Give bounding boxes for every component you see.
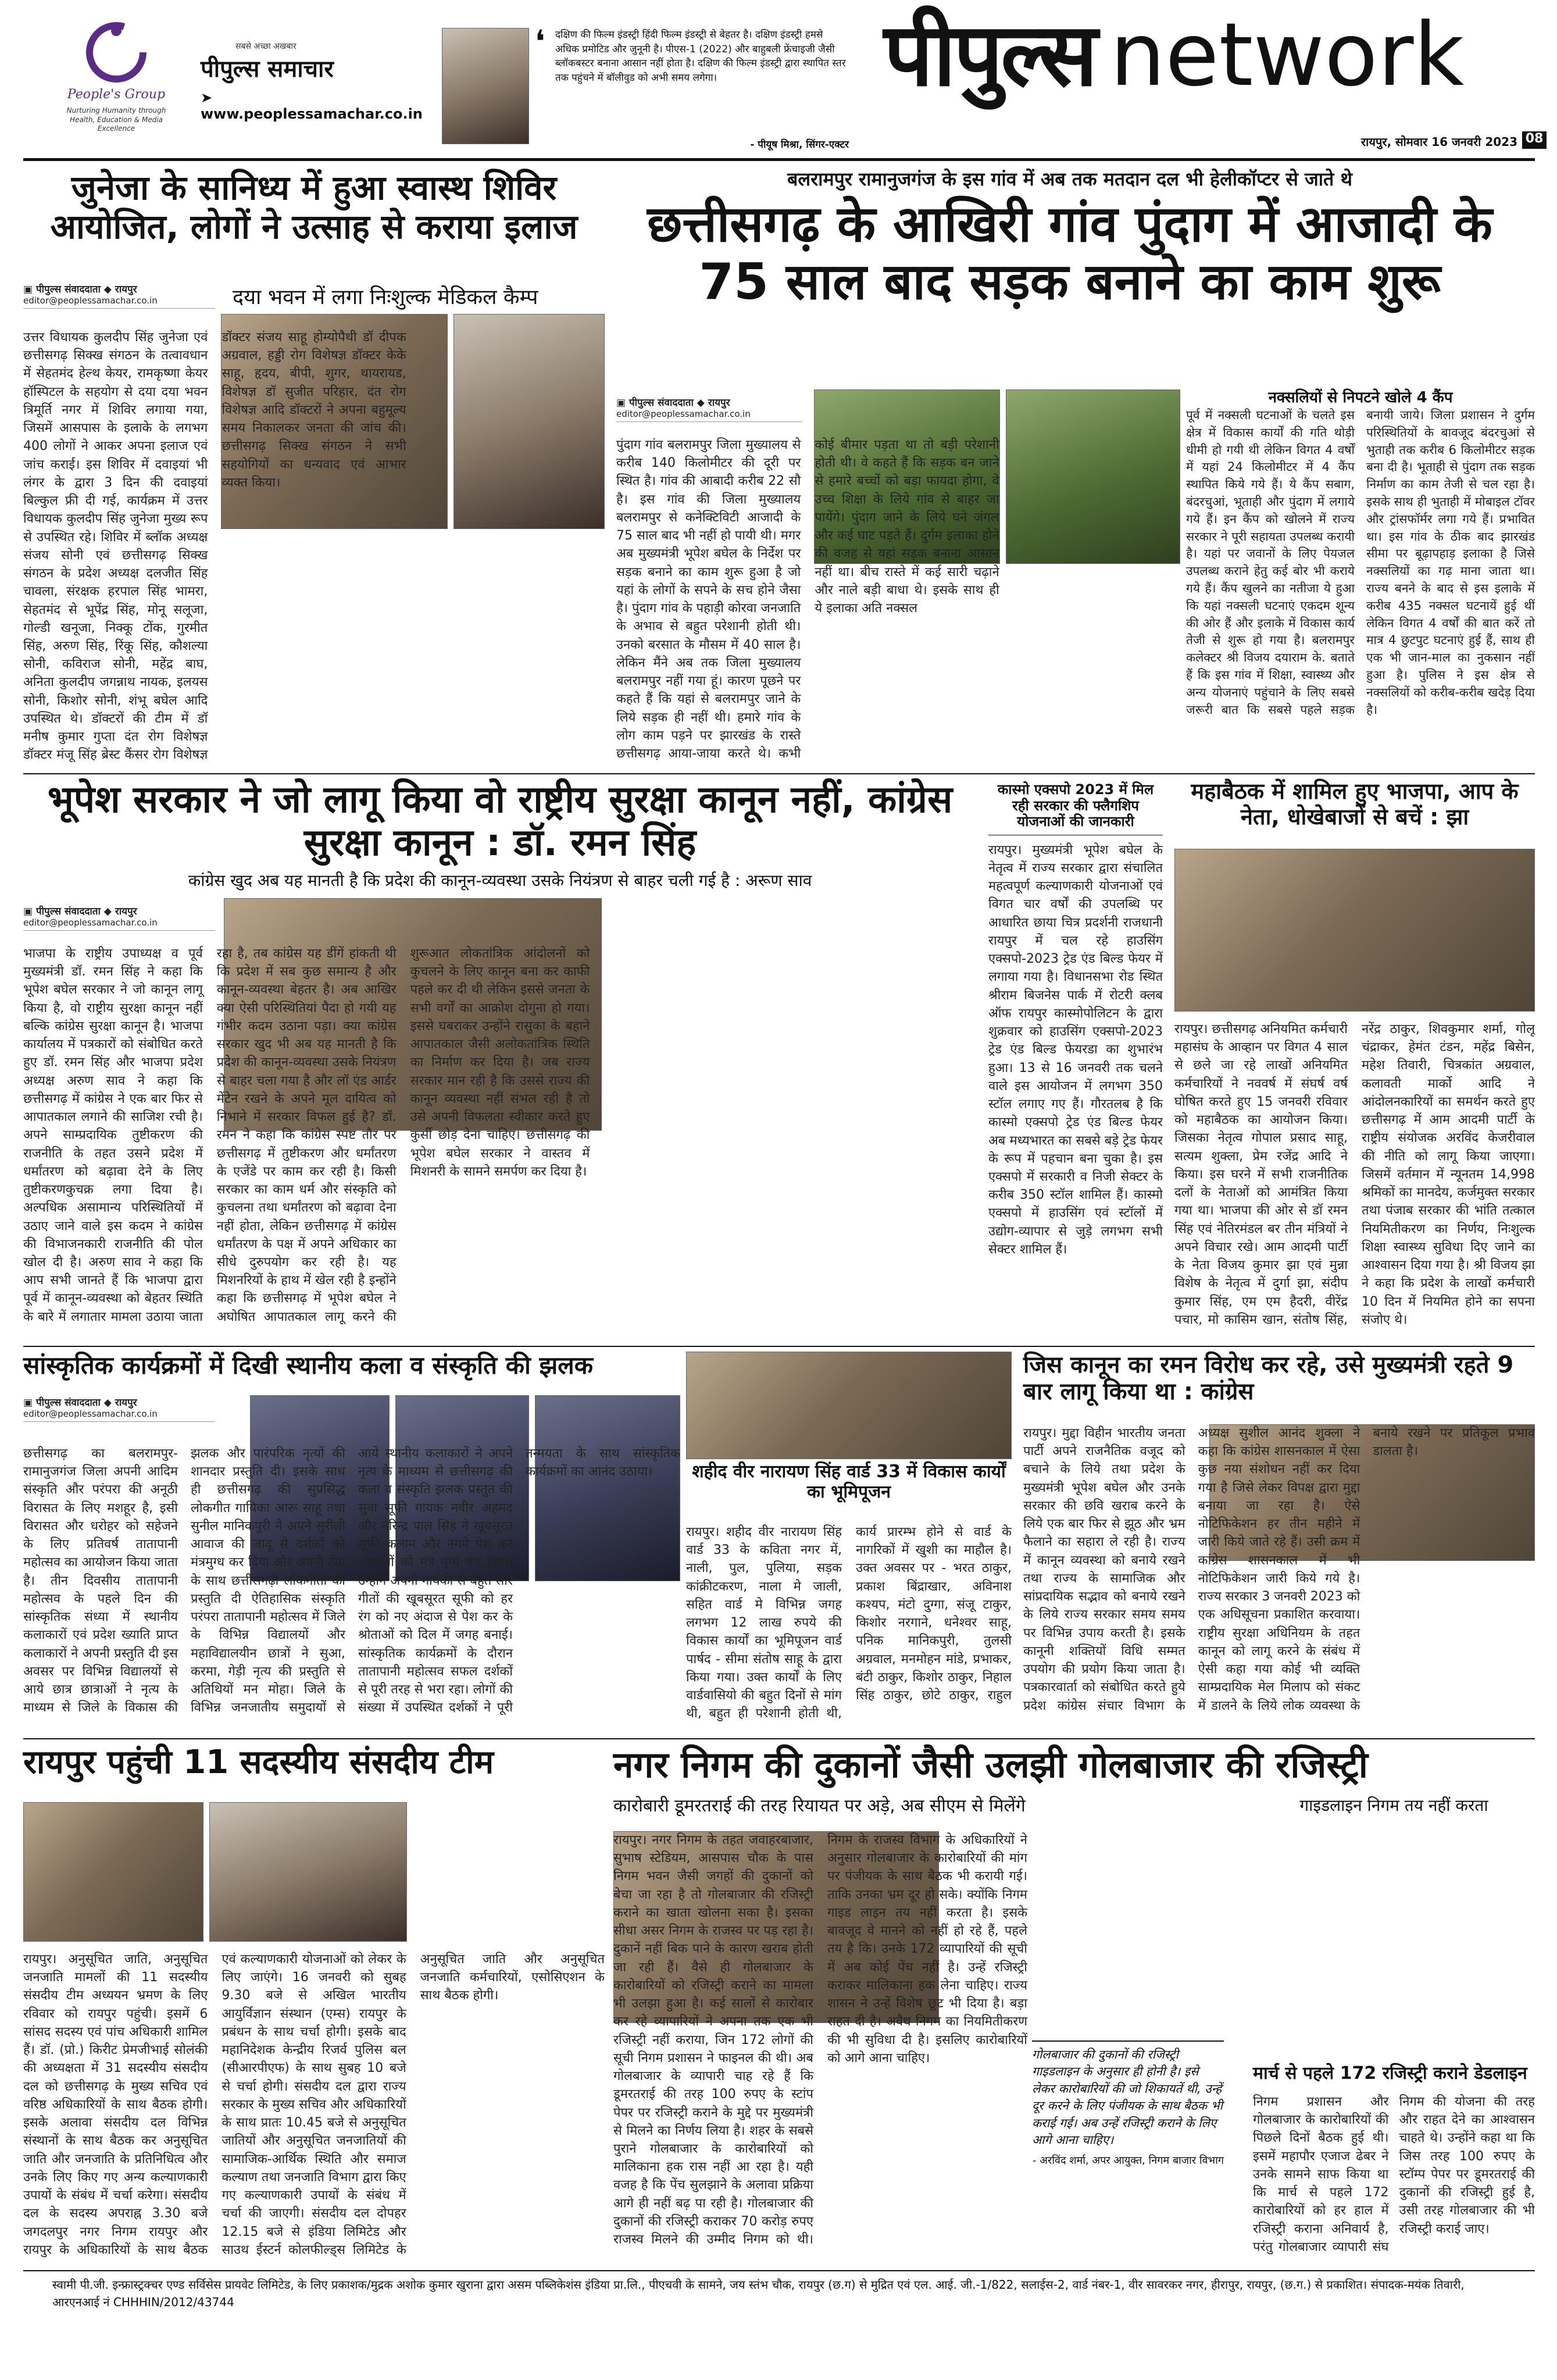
parliament-photo-2 (209, 1802, 407, 1942)
website[interactable] (201, 90, 427, 122)
pundag-byline: पीपुल्स संवाददाता (628, 397, 694, 409)
dateline: रायपुर, सोमवार 16 जनवरी 2023 (1360, 135, 1517, 149)
juneja-byline: पीपुल्स संवाददाता (35, 284, 101, 295)
pundag-email[interactable]: editor@peoplessamachar.co.in (616, 409, 802, 422)
quote-author-photo (442, 28, 529, 144)
group-name: People's Group (67, 87, 166, 102)
story-golbazar (613, 1744, 1535, 2267)
story-shahid (686, 1352, 1012, 1735)
golbazar-pull-quote: गोलबाजार की दुकानों की रजिस्ट्री गाइडलाइन के अनुसार ही होनी है। इसे लेकर कारोबारियों की जो शिकायतें थी, उन्हें दूर करने के लिए पंजीयक के साथ बैठक भी कराई गई। अब उन्हें रजिस्ट्री कराने के लिए आगे आना चाहिए। (1032, 2047, 1223, 2147)
pundag-sidebar-heading: नक्सलियों से निपटने खोले 4 कैंप (1268, 389, 1453, 406)
culture-headline: सांस्कृतिक कार्यक्रमों में दिखी स्थानीय कला व संस्कृति की झलक (23, 1351, 593, 1380)
story-raman (23, 779, 977, 1349)
mahabaithak-photo (1174, 849, 1535, 1012)
newspaper-icon: ▣ (23, 284, 36, 295)
golbazar-pull-quote-author: - अरविंद शर्मा, अपर आयुक्त, निगम बाजार विभाग (1032, 2154, 1224, 2167)
story-culture (23, 1352, 680, 1735)
quote-author: - पीयूष मिश्रा, सिंगर-एक्टर (750, 139, 849, 151)
juneja-body: उत्तर विधायक कुलदीप सिंह जुनेजा एवं छत्तीसगढ़ सिक्ख संगठन के तत्वावधान में सेहतमंद हेल्थ केयर, रामकृष्णा केयर हॉस्पिटल के सहयोग से दया दया भवन त्रिमूर्ति नगर में शिविर लगाया गया, जिसमें आसपास के इलाके के लगभग 400 लोगों ने आकर अपना इलाज एवं जांच कराई। इस शिविर में दवाइयां भी लंगर के द्वारा 3 दिन की दवाइयां बिल्कुल फ्री दी गई, कार्यक्रम में उत्तर विधायक कुलदीप सिंह जुनेजा मुख्य रूप से उपस्थित रहे। शिविर में ब्लॉक अध्यक्ष संजय सोनी एवं छत्तीसगढ़ सिक्ख संगठन के प्रदेश अध्यक्ष दलजीत सिंह चावला, संरक्षक हरपाल सिंह भामरा, सेहतमंद से भूपेंद्र सिंह, मोनू सलूजा, गोल्डी खनूजा, निक्कू टोंक, गुरमीत सिंह, अरुण सिंह, रिंकू सिंह, कौशल्या सोनी, कविराज सोनी, महेंद्र बाघ, अनिता कुलदीप जगन्नाथ नायक, इलयस सोनी, किशोर सोनी, शंभू बघेल आदि उपस्थित थे। डॉक्टरों की टीम में डॉ मनीष कुमार गुप्ता दंत रोग विशेषज्ञ डॉक्टर मंजू सिंह ब्रेस्ट कैंसर रोग विशेषज्ञ डॉक्टर संजय साहू होम्योपैथी डॉ दीपक अग्रवाल, हड्डी रोग विशेषज्ञ डॉक्टर केके साहू, हृदय, बीपी, शुगर, थायरायड, विशेषज्ञ डॉ सुजीत परिहार, दंत रोग विशेषज्ञ आदि डॉक्टरों ने अपना बहुमूल्य समय निकालकर जनता की जांच की। छत्तीसगढ़ सिक्ख संगठन ने सभी सहयोगियों का धन्यवाद एवं आभार व्यक्त किया। (23, 330, 406, 763)
story-pundag (605, 169, 1535, 779)
newspaper-icon: ▣ (616, 397, 629, 409)
juneja-dateline: ▣ पीपुल्स संवाददाता ◆ रायपुर editor@peoplessamachar.co.in (23, 282, 215, 309)
golbazar-body: रायपुर। नगर निगम के तहत जवाहरबाजार, सुभाष स्टेडियम, आसपास चौक के पास निगम भवन जैसी जगहों की दुकानों को बेचा जा रहा है तो गोलबाजार की रजिस्ट्री कराने का खाता खोलना सका है। इसका सीधा असर निगम के राजस्व पर पड़ रहा है। दुकानें नहीं बिक पाने के कारण खराब होती जा रही हैं। वैसे ही गोलबाजार के कारोबारियों को रजिस्ट्री कराने का मामला भी उलझा हुआ है। कई सालों से कारोबार कर रहे व्यापारियों ने अपना तक एक भी रजिस्ट्री नहीं कराया, जिन 172 लोगों की सूची निगम प्रशासन ने फाइनल की थी। अब गोलबाजार के व्यापारी चाह रहे हैं कि डूमरतराई की तरह 100 रुपए के स्टांप पेपर पर रजिस्ट्री कराने के मुद्दे पर मुख्यमंत्री से मिलने का निर्णय लिया है। शहर के सबसे पुराने गोलबाजार के कारोबारियों को मालिकाना हक रास नहीं आ रहा है। यही वजह है कि पेंच सुलझाने के अलावा प्रक्रिया आगे ही नहीं बढ़ पा रही है। गोलबाजार की दुकानों की रजिस्ट्री कराकर 70 करोड़ रुपए राजस्व मिलने की उम्मीद निगम को थी। निगम के राजस्व विभाग के अधिकारियों ने अनुसार गोलबाजार के कारोबारियों की मांग पर पंजीयक के साथ बैठक भी करायी गई। ताकि उनका भ्रम दूर हो सके। क्योंकि निगम गाइड लाइन तय नहीं करता है। इसके बावजूद वे मानने को नहीं हो रहे हैं, पहले तय है कि। उनके 172 व्यापारियों की सूची में अब कोई पेंच नहीं है। उन्हें रजिस्ट्री कराकर मालिकाना हक लेना चाहिए। राज्य शासन ने उन्हें विशेष छूट भी दिया है। बड़ा राहत दी है। अवैध निगम का नियमितीकरण की भी सुविधा दी है। इसलिए कारोबारियों को आगे आना चाहिए। (613, 1833, 1027, 2247)
quote-box (442, 23, 849, 151)
raman-byline: पीपुल्स संवाददाता (35, 906, 101, 917)
pundag-body: पुंदाग गांव बलरामपुर जिला मुख्यालय से करीब 140 किलोमीटर की दूरी पर स्थित है। गांव की आबादी करीब 22 सौ है। इस गांव की जिला मुख्यालय बलरामपुर से कनेक्टिविटी आजादी के 75 साल बाद भी नहीं हो पायी थी। मगर अब मुख्यमंत्री भूपेश बघेल के निर्देश पर सड़क बनाने का काम शुरू हुआ है जो यहां के लोगों के सपने के सच होने जैसा है। पुंदाग गांव के पहाड़ी कोरवा जनजाति के अभाव से बहुत परेशानी होती थी। उनको बरसात के मौसम में 40 साल है। लेकिन मैंने अब तक जिला मुख्यालय बलरामपुर नहीं गया हूं। कारण पूछने पर कहते हैं कि यहां से बलरामपुर जाने के लिये सड़क ही नहीं थी। हमारे गांव के लोग काम पड़ने पर झारखंड के रास्ते छत्तीसगढ़ आया-जाया करते थे। कभी कोई बीमार पड़ता था तो बड़ी परेशानी होती थी। वे कहते हैं कि सड़क बन जाने से हमारे बच्चों को बड़ा फायदा होगा, वे उच्च शिक्षा के लिये गांव से बाहर जा पायेंगे। पुंदाग जाने के लिये घने जंगल और कई घाट पड़ते हैं। दुर्गम इलाका होने की वजह से यहां सड़क बनाना आसान नहीं था। बीच रास्ते में कई सारी चढ़ाने और नाले बड़ी बाधा थे। इसके साथ ही ये इलाका अति नक्सल (616, 438, 999, 761)
divider-1 (23, 773, 1535, 774)
section-title-hi: पीपुल्स (884, 5, 1096, 106)
website-text[interactable]: www.peoplessamachar.co.in (201, 106, 423, 122)
newspaper-icon: ▣ (23, 906, 36, 917)
quote-text: दक्षिण की फिल्म इंडस्ट्री हिंदी फिल्म इंडस्ट्री से बेहतर है। दक्षिण इंडस्ट्री हमसे अधिक प्रमोटिड और जुनूनी है। पीएस-1 (2022) और बाहुबली फ्रेंचाइजी जैसी ब्लॉकबस्टर बनाना आसान नहीं होता है। दक्षिण की फिल्म इंडस्ट्री द्वारा स्थापित स्तर तक पहुंचने में बॉलीवुड को अभी समय लगेगा। (555, 29, 846, 84)
golbazar-side (1253, 1796, 1535, 2267)
raman-subhead: कांग्रेस खुद अब यह मानती है कि प्रदेश की कानून-व्यवस्था उसके नियंत्रण से बाहर चली गई है : अरूण साव (188, 871, 812, 891)
mahabaithak-body: रायपुर। छत्तीसगढ़ अनियमित कर्मचारी महासंघ के आव्हान पर विगत 4 साल से छले जा रहे लाखों अनियमित कर्मचारियों ने नववर्ष में संघर्ष वर्ष घोषित करते हुए 15 जनवरी रविवार को महाबैठक का आयोजन किया। जिसका नेतृत्व गोपाल प्रसाद साहू, सत्यम शुक्ला, प्रेम रजेंद्र आदि ने किया। इस घरने में सभी राजनीतिक दलों के नेताओं को आमंत्रित किया गया था। भाजपा की ओर से डॉ रमन सिंह एवं नेतिरमंडल बर तीन मंत्रियों ने अपने विचार रखे। आम आदमी पार्टी के नेता विजय कुमार झा एवं मुन्ना विशेष के नेतृत्व में दुर्गा झा, संदीप कुमार सिंह, एम एम हैदरी, वीरेंद्र पचार, मो कासिम खान, संतोष सिंह, नरेंद्र ठाकुर, शिवकुमार शर्मा, गोलू चंद्राकर, हेमंत टंडन, महेंद्र बिसेन, महेश तिवारी, चित्रकांत अग्रवाल, कलावती मार्को आदि ने आंदोलनकारियों का समर्थन करते हुए छत्तीसगढ़ में आम आदमी पार्टी के राष्ट्रीय संयोजक अरविंद केजरीवाल की नीति को लागू किया जाएगा। जिसमें वर्तमान में न्यूनतम 14,998 श्रमिकों का मानदेय, कर्जमुक्त सरकार तथा पंजाब सरकार की भांति तत्काल नियमितीकरण का निर्णय, निःशुल्क शिक्षा स्वास्थ्य सुविधा दिए जाने का आश्वासन दिया गया है। श्री विजय झा ने कहा कि प्रदेश के लाखों कर्मचारी 10 दिन में नियमित होने का सपना संजोए थे। (1174, 1022, 1535, 1327)
pundag-city: रायपुर (708, 397, 730, 409)
pundag-dateline: ▣ पीपुल्स संवाददाता ◆ रायपुर editor@peoplessamachar.co.in (616, 395, 802, 422)
expo-body: रायपुर। मुख्यमंत्री भूपेश बघेल के नेतृत्व में राज्य सरकार द्वारा संचालित महत्वपूर्ण कल्याणकारी योजनाओं एवं विगत चार वर्षों की उपलब्धि पर आधारित छाया चित्र प्रदर्शनी राजधानी रायपुर में चल रहे हाउसिंग एक्सपो-2023 ट्रेड एंड बिल्ड फेयर में लगाया गया है। विधानसभा रोड स्थित श्रीराम बिजनेस पार्क में रोटरी क्लब ऑफ रायपुर कास्मोपोलिटन के द्वारा शुक्रवार को हाउसिंग एक्सपो-2023 ट्रेड एंड बिल्ड फेयरडा का शुभारंभ हुआ। 13 से 16 जनवरी तक चलने वाले इस आयोजन में लगभग 350 स्टॉल लगाए गए हैं। गौरतलब है कि कास्मो एक्सपो ट्रेड एंड बिल्ड फेयर अब मध्यभारत का सबसे बड़े ट्रेड फेयर के रूप में पहचान बना चुका है। इस एक्सपो में सरकारी व निजी सेक्टर के करीब 350 स्टॉल शामिल हैं। कास्मो एक्सपो में हाउसिंग एवं स्टॉलों में उद्योग-व्यापार से जुड़े लगभग सभी सेक्टर शामिल हैं। (988, 842, 1163, 1257)
raman-law-headline: जिस कानून का रमन विरोध कर रहे, उसे मुख्यमंत्री रहते 9 बार लागू किया था : कांग्रेस (1023, 1352, 1514, 1405)
globe-icon: ➤ (201, 90, 213, 106)
golbazar-deadline-body: निगम प्रशासन और गोलबाजार के कारोबारियों की पिछले दिनों बैठक हुई थी। इसमें महापौर एजाज ढेबर ने उनके सामने साफ किया था कि मार्च से पहले 172 कारोबारियों को हर हाल में रजिस्ट्री कराना अनिवार्य है, परंतु गोलबाजार व्यापारी संघ निगम की योजना की तरह और राहत देने का आश्वासन चाहते थे। उन्होंने कहा था कि जिस तरह 100 रुपए के स्टॉम्प पेपर पर डूमरतराई की दुकानों की रजिस्ट्री हुई है, उसी तरह गोलबाजार की भी रजिस्ट्री कराई जाए। (1253, 2095, 1535, 2254)
section-title-en: network (1110, 5, 1465, 106)
juneja-city: रायपुर (115, 284, 137, 295)
section-title (884, 5, 1541, 122)
paper-brand (201, 41, 427, 134)
divider-3 (23, 1738, 1535, 1739)
quote-mark-icon: ❛ (535, 23, 545, 60)
story-expo (988, 782, 1163, 1352)
golbazar-deadline-heading: मार्च से पहले 172 रजिस्ट्री कराने डेडलाइन (1253, 2063, 1527, 2084)
golbazar-headline: नगर निगम की दुकानों जैसी उलझी गोलबाजार की रजिस्ट्री (613, 1743, 1368, 1786)
masthead (0, 0, 1557, 163)
footer-rule (23, 2270, 1535, 2271)
group-tagline: Nurturing Humanity through Health, Education & Media Excellence (66, 106, 166, 133)
shahid-photo-heading: शहीद वीर नारायण सिंह वार्ड 33 में विकास कार्यों का भूमिपूजन (692, 1461, 1006, 1502)
raman-city: रायपुर (115, 906, 137, 917)
paper-name: पीपुल्स समाचार (201, 56, 334, 83)
golbazar-subhead: कारोबारी डूमरतराई की तरह रियायत पर अड़े, अब सीएम से मिलेंगे (613, 1796, 1026, 1816)
culture-dateline: ▣ पीपुल्स संवाददाता ◆ रायपुर editor@peoplessamachar.co.in (23, 1395, 215, 1422)
pundag-kicker: बलरामपुर रामानुजगंज के इस गांव में अब तक मतदान दल भी हेलीकॉप्टर से जाते थे (787, 168, 1352, 190)
footer-imprint: स्वामी पी.जी. इन्फ्रास्ट्रक्चर एण्ड सर्विसेस प्रायवेट लिमिटेड, के लिए प्रकाशक/मुद्रक अशोक कुमार खुराना द्वारा असम पब्लिकेशंस इंडिया प्रा.लि., पीएचवी के सामने, जय स्तंभ चौक, रायपुर (छ.ग) से मुद्रित एवं एल. आई. जी.-1/822, सलाईस-2, वार्ड नंबर-1, वीर सावरकर नगर, हीरापुर, रायपुर, (छ.ग.) से प्रकाशित। संपादक-मयंक तिवारी, आरएनआई नं CHHHIN/2012/43744 (52, 2278, 1465, 2309)
parliament-photo-1 (23, 1802, 203, 1942)
expo-headline: कास्मो एक्सपो 2023 में मिल रही सरकार की फ्लैगशिप योजनाओं की जानकारी (988, 782, 1163, 835)
pundag-sidebar (1186, 389, 1535, 773)
shahid-body: रायपुर। शहीद वीर नारायण सिंह वार्ड 33 के कविता नगर में, नाली, पुल, पुलिया, सड़क कांक्रीटकरण, नाला मे जाली, सहित वार्ड मे विभिन्न जगह लगभग 12 लाख रुपये की विकास कार्यों का भूमिपूजन वार्ड पार्षद - सीमा संतोष साहू के द्वारा किया गया। उक्त कार्यों के लिए वार्डवासियो की बहुत दिनों से मांग थी, बहुत ही परेशानी होती थी, कार्य प्रारम्भ होने से वार्ड के नागरिकों में खुशी का माहौल है। उक्त अवसर पर - भरत ठाकुर, प्रकाश बिंद्राखार, अविनाश कश्यप, मंटो दुग्गा, संजू टाकुर, किशोर नरगाने, धनेश्वर साहू, पनिक मानिकपुरी, तुलसी अग्रवाल, मनमोहन मांडे, प्रभाकर, बंटी ठाकुर, किशोर ठाकुर, निहाल सिंह ठाकुर, छोटे ठाकुर, राहुल (686, 1525, 1012, 1721)
divider-2 (23, 1346, 1535, 1347)
pundag-headline: छत्तीसगढ़ के आखिरी गांव पुंदाग में आजादी के 75 साल बाद सड़क बनाने का काम शुरू (647, 195, 1492, 311)
culture-city: रायपुर (115, 1397, 137, 1409)
parliament-headline: रायपुर पहुंची 11 सदस्यीय संसदीय टीम (23, 1743, 494, 1781)
golbazar-pull-quote-box (1032, 2040, 1224, 2215)
golbazar-side-heading: गाइडलाइन निगम तय नहीं करता (1299, 1796, 1488, 1815)
juneja-email[interactable]: editor@peoplessamachar.co.in (23, 295, 215, 309)
pundag-sidebar-body: पूर्व में नक्सली घटनाओं के चलते इस क्षेत्र में विकास कार्यों की गति थोड़ी धीमी हो गयी थी लेकिन विगत 4 वर्षों में यहां 24 किलोमीटर में 4 कैंप स्थापित किये गये हैं। ये कैंप सबाग, बंदरचुआं, भूताही और पुंदाग में लगाये गये हैं। इन कैंप को खोलने में राज्य सरकार ने पूरी सहायता उपलब्ध करायी है। यहां पर जवानों के लिए पेयजल उपलब्ध कराने हेतु कई बोर भी कराये गये हैं। कैंप खुलने का नतीजा ये हुआ कि यहां नक्सली घटनाएं एकदम शून्य की ओर हैं और इलाके में विकास कार्य तेजी से शुरू हो गया है। बलरामपुर कलेक्टर श्री विजय दयाराम के. बताते हैं कि इस गांव में शिक्षा, स्वास्थ्य और अन्य योजनाएं पहुंचाने के लिए सबसे जरूरी बात कि सबसे पहले सड़क बनायी जाये। जिला प्रशासन ने दुर्गम परिस्थितियों के बावजूद बंदरचुआं से भुताही तक करीब 6 किलोमीटर सड़क बना दी है। भूताही से पुंदाग तक सड़क निर्माण का काम तेजी से चल रहा है। इसके साथ ही भुताही में मोबाइल टॉवर और ट्रांसफॉर्मर लगा गये हैं। प्रभावित था। इस गांव के ठीक बाद झारखंड सीमा पर बूढ़ापहाड़ इलाका है जिसे नक्सलियों का गढ़ माना जाता था। राज्य बनने के बाद से इस इलाके में करीब 435 नक्सल घटनायें हुई थीं लेकिन विगत 4 वर्षों की बात करें तो मात्र 4 छुटपुट घटनाएं हुई हैं, साथ ही एक भी जान-माल का नुकसान नहीं हुआ है। पुलिस ने इस क्षेत्र से नक्सलियों को करीब-करीब खदेड़ दिया है। (1186, 408, 1535, 717)
group-logo (58, 20, 174, 142)
juneja-headline: जुनेजा के सानिध्य में हुआ स्वास्थ शिविर आयोजित, लोगों ने उत्साह से कराया इलाज (50, 168, 578, 246)
group-logo-icon (84, 20, 148, 84)
story-raman-law (1023, 1352, 1535, 1735)
story-mahabaithak (1174, 779, 1535, 1349)
story-parliament (23, 1744, 605, 2267)
paper-small-tag: सबसे अच्छा अखबार (235, 42, 297, 51)
raman-email[interactable]: editor@peoplessamachar.co.in (23, 917, 215, 931)
culture-byline: पीपुल्स संवाददाता (35, 1397, 101, 1409)
page-number: 08 (1522, 131, 1547, 149)
raman-headline: भूपेश सरकार ने जो लागू किया वो राष्ट्रीय सुरक्षा कानून नहीं, कांग्रेस सुरक्षा कानून : डॉ. रमन सिंह (47, 778, 953, 864)
story-juneja (23, 169, 605, 779)
masthead-rule (23, 158, 1535, 161)
shahid-photo (686, 1352, 1012, 1459)
raman-body: भाजपा के राष्ट्रीय उपाध्यक्ष व पूर्व मुख्यमंत्री डॉ. रमन सिंह ने कहा कि भूपेश बघेल सरकार ने जो कानून लागू किया है, वो राष्ट्रीय सुरक्षा कानून नहीं बल्कि कांग्रेस सुरक्षा कानून है। भाजपा कार्यालय में पत्रकारों को संबोधित करते हुए डॉ. रमन सिंह और भाजपा प्रदेश अध्यक्ष अरुण साव ने कहा कि छत्तीसगढ़ में कांग्रेस ने एक बार फिर से आपातकाल लगाने की साजिश रची है। अपने साम्प्रदायिक तुष्टीकरण की राजनीति के तहत उसने प्रदेश में धर्मांतरण को बढ़ावा देने के लिए तुष्टीकरणकुचक्र लगा दिया है। अल्पधिक असामान्य परिस्थितियों में उठाए जाने वाले इस कदम ने कांग्रेस की विभाजनकारी राजनीति की पोल खोल दी है। अरुण साव ने कहा कि आप सभी जानते हैं कि भाजपा द्वारा पूर्व में कानून-व्यवस्था को बेहतर स्थिति के बारे में लगातार मामला उठाया जाता रहा है, तब कांग्रेस यह डींगें हांकती थी कि प्रदेश में सब कुछ समान्य है और कानून-व्यवस्था बेहतर है। अब आखिर क्या ऐसी परिस्थितियां पैदा हो गयी यह गंभीर कदम उठाना पड़ा। क्या कांग्रेस सरकार खुद भी अब यह मानती है कि प्रदेश की कानून-व्यवस्था उसके नियंत्रण से बाहर चला गया है और लॉ एंड आर्डर मेंटेन रखने के अपने मूल दायित्व को निभाने में सरकार विफल हुई है? डॉ. रमन ने कहा कि कांग्रेस स्पष्ट तौर पर छत्तीसगढ़ में तुष्टीकरण और धर्मांतरण के एजेंडे पर काम कर रही है। किसी सरकार का काम धर्म और संस्कृति को कुचलना तथा धर्मांतरण को बढ़ावा देना नहीं होता, लेकिन छत्तीसगढ़ में कांग्रेस धर्मांतरण के पक्ष में अपने अधिकार का सीधे दुरुपयोग कर रही है। यह मिशनरियों के हाथ में खेल रही है इन्होंने कहा कि छत्तीसगढ़ में भूपेश बघेल ने अघोषित आपातकाल लागू करने की शुरूआत लोकतांत्रिक आंदोलनों को कुचलने के लिए कानून बना कर काफी पहले कर दी थी लेकिन इससे जनता के सभी वर्गों का आक्रोश दोगुना हो गया। इससे घबराकर उन्होंने रासुका के बहाने आपातकाल जैसी अलोकतांत्रिक स्थिति का निर्माण कर दिया है। जब राज्य सरकार मान रही है कि उससे राज्य की कानून व्यवस्था नहीं संभल रही है तो उसे अपनी विफलता स्वीकार करते हुए कुर्सी छोड़ देना चाहिए। छत्तीसगढ़ की भूपेश बघेल सरकार ने वास्तव में मिशनरी के सामने समर्पण कर दिया है। (23, 946, 590, 1324)
newspaper-icon: ▣ (23, 1397, 36, 1409)
raman-law-body: रायपुर। मुद्दा विहीन भारतीय जनता पार्टी अपने राजनैतिक वजूद को बचाने के लिये तथा प्रदेश के मुख्यमंत्री भूपेश बघेल और उनके सरकार की छवि खराब करने के लिये एक बार फिर से झूठ और भ्रम फैलाने का सहारा ले रही है। राज्य में कानून व्यवस्था को बनाये रखने तथा राज्य के सामाजिक और सांप्रदायिक सद्भाव को बनाये रखने के लिये राज्य सरकार समय समय पर विभिन्न उपाय करती है। इसके कानूनी शक्तियों विधि सम्मत उपयोग की प्रयोग किया जाता है। पत्रकारवार्ता को संबोधित करते हुये प्रदेश कांग्रेस संचार विभाग के अध्यक्ष सुशील आनंद शुक्ला ने कहा कि कांग्रेस शासनकाल में ऐसा कुछ नया संशोधन नहीं कर दिया गया है जिसे लेकर विपक्ष द्वारा मुद्दा बनाया जा रहा है। ऐसे नोटिफिकेशन हर तीन महीने में जारी किये जाते रहे हैं। उसी क्रम में कांग्रेस शासनकाल में भी नोटिफिकेशन जारी किये गये है। राज्य सरकार 3 जनवरी 2023 को एक अधिसूचना प्रकाशित करवाया। राष्ट्रीय सुरक्षा अधिनियम के तहत कानून को लागू करने के संबंध में ऐसी कहा गया कोई भी व्यक्ति साम्प्रदायिक मेल मिलाप को संकट में डालने के लिये लोक व्यवस्था के बनाये रखने पर प्रतिकूल प्रभाव डालता है। (1023, 1426, 1535, 1713)
mahabaithak-headline: महाबैठक में शामिल हुए भाजपा, आप के नेता, धोखेबाजों से बचें : झा (1191, 778, 1519, 830)
parliament-body: रायपुर। अनुसूचित जाति, अनुसूचित जनजाति मामलों की 11 सदस्यीय संसदीय टीम अध्ययन भ्रमण के लिए रविवार को रायपुर पहुंची। इसमें 6 सांसद सदस्य एवं पांच अधिकारी शामिल हैं। डॉ. (प्रो.) किरीट प्रेमजीभाई सोलंकी की अध्यक्षता में 31 सदस्यीय संसदीय दल को छत्तीसगढ़ के मुख्य सचिव एवं वरिष्ठ अधिकारियों के साथ बैठक होगी। इसके अलावा संसदीय दल विभिन्न संस्थानों के साथ बैठक कर अनुसूचित जाति और जनजाति के प्रतिनिधित्व और उनके लिए किए गए अन्य कल्याणकारी उपायों के संबंध में चर्चा करेगा। संसदीय दल के सदस्य अपराह्न 3.30 बजे जगदलपुर नगर निगम रायपुर और रायपुर के अधिकारियों के साथ बैठक एवं कल्याणकारी योजनाओं को लेकर के लिए जाएंगे। 16 जनवरी को सुबह 9.30 बजे से अखिल भारतीय आयुर्विज्ञान संस्थान (एम्स) रायपुर के प्रबंधन के साथ चर्चा होगी। इसके बाद महानिदेशक केन्द्रीय रिजर्व पुलिस बल (सीआरपीएफ) के साथ सुबह 10 बजे से चर्चा होगी। संसदीय दल द्वारा राज्य सरकार के मुख्य सचिव और अधिकारियों के साथ प्रातः 10.45 बजे से अनुसूचित जातियों और अनुसूचित जनजातियों की सामाजिक-आर्थिक स्थिति और समाज कल्याण तथा जनजाति विभाग द्वारा किए गए कल्याणकारी उपायों के संबंध में चर्चा की जाएगी। संसदीय दल दोपहर 12.15 बजे से इंडिया लिमिटेड और साउथ ईस्टर्न कोलफील्ड्स लिमिटेड के अनुसूचित जाति और अनुसूचित जनजाति कर्मचारियों, एसोसिएशन के साथ बैठक होगी। (23, 1952, 605, 2257)
raman-dateline: ▣ पीपुल्स संवाददाता ◆ रायपुर editor@peoplessamachar.co.in (23, 904, 215, 931)
juneja-photo-label: दया भवन में लगा निःशुल्क मेडिकल कैम्प (233, 285, 538, 309)
culture-email[interactable]: editor@peoplessamachar.co.in (23, 1409, 215, 1422)
culture-body: छत्तीसगढ़ का बलरामपुर-रामानुजगंज जिला अपनी आदिम संस्कृति और परंपरा की अनूठी विरासत के लिए मशहूर है, इसी विरासत और धरोहर को सहेजने के लिए प्रतिवर्ष तातापानी महोत्सव का आयोजन किया जाता है। तीन दिवसीय तातापानी महोत्सव के पहले दिन की सांस्कृतिक संध्या में स्थानीय कलाकारों एवं प्रदेश ख्याति प्राप्त कलाकारों ने अपनी प्रस्तुति दी इस अवसर पर विभिन्न विद्यालयों से आये छात्र छात्राओं ने नृत्य के माध्यम से जिले के विकास की झलक और पारंपरिक नृत्यों की शानदार प्रस्तुति दी। इसके साथ ही छत्तीसगढ़ की सुप्रसिद्ध लोकगीत गायिका आरू साहू तथा सुनील मानिकपुरी ने अपने सुरीली आवाज की जादू से दर्शकों को मंत्रमुग्ध कर दिया और अपनी टीम के साथ छत्तीसगढ़ी लोकगीतों की प्रस्तुति दी ऐतिहासिक संस्कृति परंपरा तातापानी महोत्सव में जिले के विभिन्न विद्यालयों और महाविद्यालयीन छात्रों ने सुआ, करमा, गेड़ी नृत्य की प्रस्तुति से अतिथियों मन मोहा। जिले के विभिन्न जनजातीय समुदायों से आये स्थानीय कलाकारों ने अपने नृत्य के माध्यम से छत्तीसगढ़ की कला व संस्कृति झलक प्रस्तुत की सुवा सूफी गायक नवीर अहमद और नरिन्द्र पाल सिंह ने खूबसूरत सूफी कलाम और नगमे पेश कर श्रोताओं को मंत्र मुग्ध कर दिया। उन्होंने अपनी गायकी से बहुत सारे गीतों की खूबसूरत सूफी को हर रंग को नए अंदाज से पेश कर के श्रोताओं को दिल में जगह बनाई। सांस्कृतिक कार्यक्रमों के दौरान तातापानी महोत्सव सफल दर्शकों से पूरी तरह से भरा रहा। लोगों की संख्या में उपस्थित दर्शकों ने पूरी तन्मयता के साथ सांस्कृतिक कार्यक्रमों का आनंद उठाया। (23, 1446, 680, 1716)
